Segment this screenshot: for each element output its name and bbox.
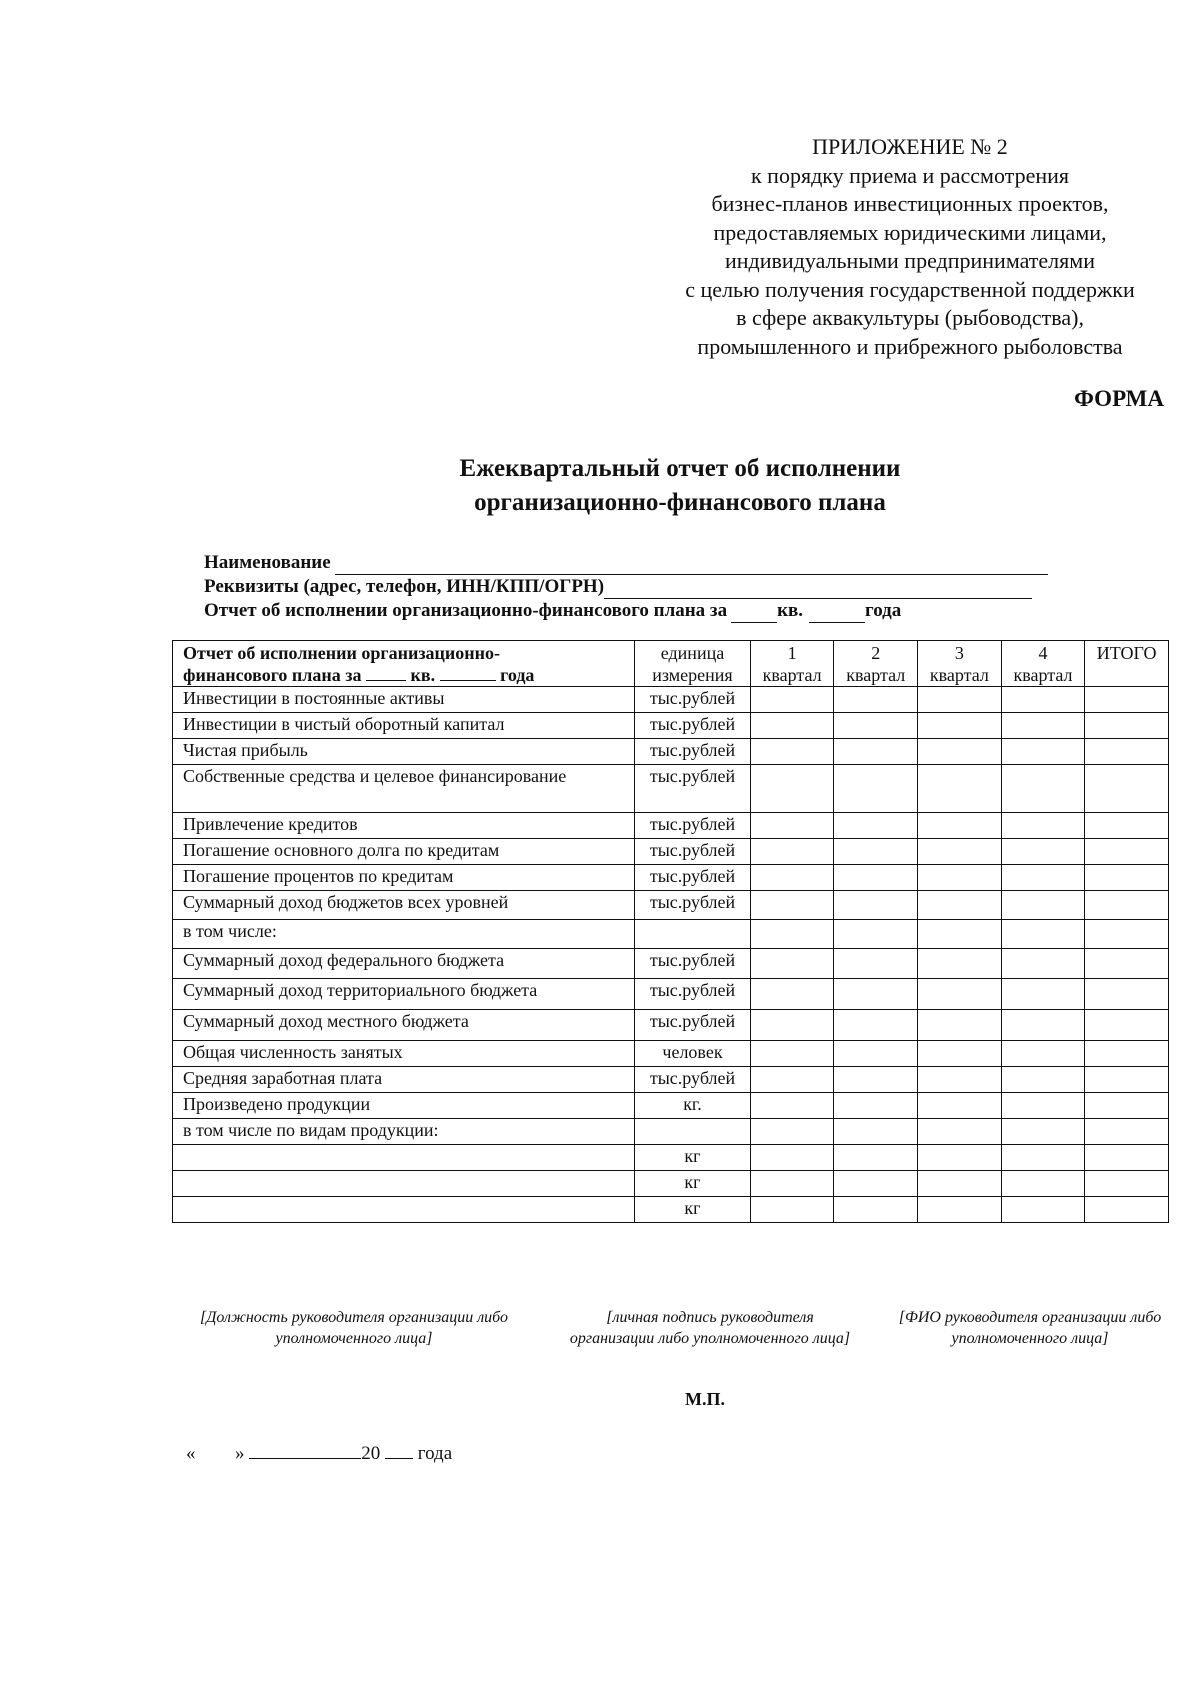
- value-cell-total[interactable]: [1085, 1171, 1169, 1197]
- value-cell-total[interactable]: [1085, 949, 1169, 979]
- value-cell-q4[interactable]: [1001, 739, 1085, 765]
- row-indicator-name: Произведено продукции: [173, 1093, 635, 1119]
- value-cell-total[interactable]: [1085, 1010, 1169, 1041]
- quarter-word: квартал: [929, 665, 989, 685]
- day-field[interactable]: [200, 1441, 230, 1459]
- quarter-field-line[interactable]: [731, 604, 777, 623]
- value-cell-q3[interactable]: [918, 949, 1002, 979]
- value-cell-q1[interactable]: [750, 949, 834, 979]
- table-row: [173, 1145, 1169, 1171]
- value-cell-q4[interactable]: [1001, 1119, 1085, 1145]
- value-cell-total[interactable]: [1085, 1067, 1169, 1093]
- table-row: [173, 920, 1169, 949]
- value-cell-q2[interactable]: [834, 1041, 918, 1067]
- row-indicator-name: Инвестиции в чистый оборотный капитал: [173, 713, 635, 739]
- value-cell-q3[interactable]: [918, 813, 1002, 839]
- year-field-line[interactable]: [385, 1440, 413, 1459]
- value-cell-q1[interactable]: [750, 687, 834, 713]
- row-indicator-name: Суммарный доход территориального бюджета: [173, 979, 635, 1010]
- row-unit: [635, 1119, 751, 1145]
- value-cell-q2[interactable]: [834, 1197, 918, 1223]
- row-indicator-name: в том числе по видам продукции:: [173, 1119, 635, 1145]
- value-cell-q4[interactable]: [1001, 687, 1085, 713]
- value-cell-total[interactable]: [1085, 687, 1169, 713]
- value-cell-q1[interactable]: [750, 1145, 834, 1171]
- value-cell-q3[interactable]: [918, 839, 1002, 865]
- appendix-title: ПРИЛОЖЕНИЕ № 2: [812, 134, 1008, 159]
- value-cell-q3[interactable]: [918, 1119, 1002, 1145]
- value-cell-q4[interactable]: [1001, 1067, 1085, 1093]
- value-cell-total[interactable]: [1085, 920, 1169, 949]
- period-field-label: Отчет об исполнении организационно-финансового плана за: [204, 600, 728, 621]
- table-row: [173, 713, 1169, 739]
- quarter-word: квартал: [846, 665, 906, 685]
- date-close-quote: »: [235, 1443, 245, 1464]
- row-indicator-name: Погашение процентов по кредитам: [173, 865, 635, 891]
- quarter-suffix: кв.: [777, 600, 804, 621]
- row-unit: тыс.рублей: [635, 713, 751, 739]
- quarter-number: 2: [871, 643, 881, 663]
- table-row: [173, 979, 1169, 1010]
- header-quarter-2: [834, 641, 918, 687]
- header-quarter-line: [366, 666, 406, 681]
- name-field-line[interactable]: [335, 556, 1048, 575]
- table-row: [173, 839, 1169, 865]
- value-cell-q1[interactable]: [750, 1197, 834, 1223]
- report-table: [172, 640, 1169, 1223]
- value-cell-q1[interactable]: [750, 920, 834, 949]
- appendix-line: промышленного и прибрежного рыболовства: [697, 333, 1123, 359]
- value-cell-total[interactable]: [1085, 891, 1169, 920]
- value-cell-q4[interactable]: [1001, 1093, 1085, 1119]
- value-cell-q4[interactable]: [1001, 765, 1085, 813]
- row-indicator-name[interactable]: [173, 1145, 635, 1171]
- value-cell-q3[interactable]: [918, 979, 1002, 1010]
- value-cell-q1[interactable]: [750, 1067, 834, 1093]
- row-unit: человек: [635, 1041, 751, 1067]
- name-field-label: Наименование: [204, 552, 331, 573]
- value-cell-q2[interactable]: [834, 1093, 918, 1119]
- value-cell-q2[interactable]: [834, 1119, 918, 1145]
- header-quarter-suffix: кв.: [410, 665, 436, 685]
- position-caption: [Должность руководителя организации либо уполномоченного лица]: [199, 1309, 509, 1347]
- value-cell-total[interactable]: [1085, 839, 1169, 865]
- table-row: [173, 949, 1169, 979]
- row-indicator-name: Погашение основного долга по кредитам: [173, 839, 635, 865]
- value-cell-q4[interactable]: [1001, 713, 1085, 739]
- value-cell-q4[interactable]: [1001, 1041, 1085, 1067]
- value-cell-q1[interactable]: [750, 813, 834, 839]
- value-cell-q4[interactable]: [1001, 1171, 1085, 1197]
- table-row: [173, 1067, 1169, 1093]
- appendix-line: индивидуальными предпринимателями: [725, 248, 1095, 273]
- row-unit: тыс.рублей: [635, 687, 751, 713]
- header-report-period: [183, 664, 628, 686]
- date-open-quote: «: [186, 1443, 196, 1464]
- table-row: [173, 1010, 1169, 1041]
- value-cell-q1[interactable]: [750, 865, 834, 891]
- table-row: [173, 1119, 1169, 1145]
- value-cell-q2[interactable]: [834, 713, 918, 739]
- value-cell-q2[interactable]: [834, 1171, 918, 1197]
- header-total: ИТОГО: [1085, 641, 1169, 687]
- value-cell-total[interactable]: [1085, 1119, 1169, 1145]
- value-cell-q2[interactable]: [834, 1145, 918, 1171]
- table-row: [173, 865, 1169, 891]
- value-cell-q4[interactable]: [1001, 1197, 1085, 1223]
- row-indicator-name[interactable]: [173, 1197, 635, 1223]
- name-field-row: [204, 551, 1048, 575]
- value-cell-q2[interactable]: [834, 920, 918, 949]
- value-cell-q4[interactable]: [1001, 1010, 1085, 1041]
- signature-caption: [личная подпись руководителя организации либо уполномоченного лица]: [569, 1309, 851, 1347]
- table-row: [173, 687, 1169, 713]
- row-unit: тыс.рублей: [635, 813, 751, 839]
- row-unit: тыс.рублей: [635, 865, 751, 891]
- row-indicator-name: в том числе:: [173, 920, 635, 949]
- quarter-number: 1: [787, 643, 797, 663]
- table-row: [173, 765, 1169, 813]
- value-cell-q3[interactable]: [918, 1010, 1002, 1041]
- value-cell-q2[interactable]: [834, 865, 918, 891]
- requisites-field-label: Реквизиты (адрес, телефон, ИНН/КПП/ОГРН): [204, 576, 605, 597]
- value-cell-q2[interactable]: [834, 739, 918, 765]
- header-quarter-1: [750, 641, 834, 687]
- value-cell-q4[interactable]: [1001, 839, 1085, 865]
- value-cell-q4[interactable]: [1001, 891, 1085, 920]
- row-indicator-name: Чистая прибыль: [173, 739, 635, 765]
- year-field-line[interactable]: [809, 604, 865, 623]
- table-row: [173, 891, 1169, 920]
- document-title: [330, 452, 1030, 520]
- header-period-prefix: финансового плана за: [183, 665, 362, 685]
- value-cell-q1[interactable]: [750, 891, 834, 920]
- table-row: [173, 813, 1169, 839]
- appendix-line: с целью получения государственной поддержки: [685, 276, 1135, 302]
- value-cell-q2[interactable]: [834, 949, 918, 979]
- row-unit: тыс.рублей: [635, 1010, 751, 1041]
- date-century: 20: [361, 1443, 381, 1464]
- value-cell-q3[interactable]: [918, 1197, 1002, 1223]
- value-cell-total[interactable]: [1085, 1041, 1169, 1067]
- header-quarter-4: [1001, 641, 1085, 687]
- value-cell-q3[interactable]: [918, 713, 1002, 739]
- row-indicator-name: Общая численность занятых: [173, 1041, 635, 1067]
- value-cell-q2[interactable]: [834, 1010, 918, 1041]
- row-indicator-name: Средняя заработная плата: [173, 1067, 635, 1093]
- quarter-number: 3: [954, 643, 964, 663]
- date-year-word: года: [417, 1443, 453, 1464]
- value-cell-total[interactable]: [1085, 865, 1169, 891]
- value-cell-q4[interactable]: [1001, 865, 1085, 891]
- header-unit-cell: [635, 641, 751, 687]
- row-unit: тыс.рублей: [635, 839, 751, 865]
- value-cell-q4[interactable]: [1001, 920, 1085, 949]
- appendix-line: в сфере аквакультуры (рыбоводства),: [736, 305, 1084, 330]
- value-cell-total[interactable]: [1085, 1145, 1169, 1171]
- value-cell-total[interactable]: [1085, 765, 1169, 813]
- value-cell-q1[interactable]: [750, 1041, 834, 1067]
- header-fields: [204, 551, 1048, 623]
- value-cell-q3[interactable]: [918, 1041, 1002, 1067]
- row-unit: тыс.рублей: [635, 891, 751, 920]
- table-row: [173, 1041, 1169, 1067]
- value-cell-total[interactable]: [1085, 713, 1169, 739]
- forma-label: ФОРМА: [1074, 386, 1164, 411]
- value-cell-q3[interactable]: [918, 865, 1002, 891]
- value-cell-q2[interactable]: [834, 979, 918, 1010]
- value-cell-q3[interactable]: [918, 765, 1002, 813]
- quarter-word: квартал: [1013, 665, 1073, 685]
- table-row: [173, 1197, 1169, 1223]
- requisites-field-line[interactable]: [604, 580, 1032, 599]
- table-row: [173, 1093, 1169, 1119]
- value-cell-q3[interactable]: [918, 920, 1002, 949]
- value-cell-q2[interactable]: [834, 839, 918, 865]
- document-title-line: Ежеквартальный отчет об исполнении: [459, 455, 901, 482]
- value-cell-q4[interactable]: [1001, 1145, 1085, 1171]
- row-indicator-name: Инвестиции в постоянные активы: [173, 687, 635, 713]
- header-year-line: [440, 666, 496, 681]
- appendix-line: бизнес-планов инвестиционных проектов,: [711, 191, 1109, 216]
- value-cell-total[interactable]: [1085, 739, 1169, 765]
- row-unit: тыс.рублей: [635, 979, 751, 1010]
- table-row: [173, 739, 1169, 765]
- value-cell-q1[interactable]: [750, 979, 834, 1010]
- header-quarter-3: [918, 641, 1002, 687]
- period-field-row: [204, 599, 1048, 623]
- value-cell-q1[interactable]: [750, 1093, 834, 1119]
- value-cell-q3[interactable]: [918, 1171, 1002, 1197]
- table-header-row: [173, 641, 1169, 687]
- value-cell-q1[interactable]: [750, 1171, 834, 1197]
- value-cell-q2[interactable]: [834, 687, 918, 713]
- date-line: [186, 1440, 452, 1465]
- value-cell-q2[interactable]: [834, 813, 918, 839]
- row-unit: тыс.рублей: [635, 949, 751, 979]
- quarter-word: квартал: [762, 665, 822, 685]
- month-field-line[interactable]: [249, 1440, 361, 1459]
- value-cell-q3[interactable]: [918, 687, 1002, 713]
- value-cell-q1[interactable]: [750, 765, 834, 813]
- row-indicator-name: Суммарный доход федерального бюджета: [173, 949, 635, 979]
- document-title-line: организационно-финансового плана: [474, 489, 886, 516]
- value-cell-q3[interactable]: [918, 1145, 1002, 1171]
- row-indicator-name: Собственные средства и целевое финансирование: [173, 765, 635, 813]
- value-cell-q3[interactable]: [918, 1067, 1002, 1093]
- row-unit: кг: [635, 1171, 751, 1197]
- header-year-suffix: года: [500, 665, 535, 685]
- value-cell-total[interactable]: [1085, 813, 1169, 839]
- stamp-label: М.П.: [685, 1389, 725, 1409]
- value-cell-q1[interactable]: [750, 713, 834, 739]
- value-cell-total[interactable]: [1085, 979, 1169, 1010]
- header-report-cell: [173, 641, 635, 687]
- row-indicator-name: Суммарный доход местного бюджета: [173, 1010, 635, 1041]
- header-report-line: Отчет об исполнении организационно-: [183, 643, 501, 663]
- row-indicator-name: Привлечение кредитов: [173, 813, 635, 839]
- value-cell-q3[interactable]: [918, 891, 1002, 920]
- value-cell-q3[interactable]: [918, 739, 1002, 765]
- value-cell-q1[interactable]: [750, 1010, 834, 1041]
- value-cell-total[interactable]: [1085, 1093, 1169, 1119]
- row-indicator-name: Суммарный доход бюджетов всех уровней: [173, 891, 635, 920]
- appendix-header: [640, 133, 1180, 361]
- value-cell-q2[interactable]: [834, 765, 918, 813]
- row-unit: кг: [635, 1145, 751, 1171]
- row-unit: тыс.рублей: [635, 765, 751, 813]
- quarter-number: 4: [1038, 643, 1048, 663]
- value-cell-q4[interactable]: [1001, 949, 1085, 979]
- value-cell-q2[interactable]: [834, 891, 918, 920]
- row-unit: кг: [635, 1197, 751, 1223]
- row-unit: тыс.рублей: [635, 739, 751, 765]
- value-cell-q1[interactable]: [750, 739, 834, 765]
- header-unit-line: единица: [660, 643, 725, 663]
- requisites-field-row: [204, 575, 1048, 599]
- row-indicator-name[interactable]: [173, 1171, 635, 1197]
- value-cell-q3[interactable]: [918, 1093, 1002, 1119]
- value-cell-q4[interactable]: [1001, 813, 1085, 839]
- value-cell-q1[interactable]: [750, 1119, 834, 1145]
- row-unit: [635, 920, 751, 949]
- row-unit: тыс.рублей: [635, 1067, 751, 1093]
- year-suffix: года: [865, 600, 902, 621]
- header-unit-line: измерения: [652, 665, 733, 685]
- value-cell-q4[interactable]: [1001, 979, 1085, 1010]
- appendix-line: к порядку приема и рассмотрения: [750, 162, 1069, 188]
- value-cell-total[interactable]: [1085, 1197, 1169, 1223]
- value-cell-q2[interactable]: [834, 1067, 918, 1093]
- row-unit: кг.: [635, 1093, 751, 1119]
- value-cell-q1[interactable]: [750, 839, 834, 865]
- appendix-line: предоставляемых юридическими лицами,: [713, 219, 1107, 245]
- fio-caption: [ФИО руководителя организации либо уполномоченного лица]: [898, 1309, 1162, 1347]
- table-row: [173, 1171, 1169, 1197]
